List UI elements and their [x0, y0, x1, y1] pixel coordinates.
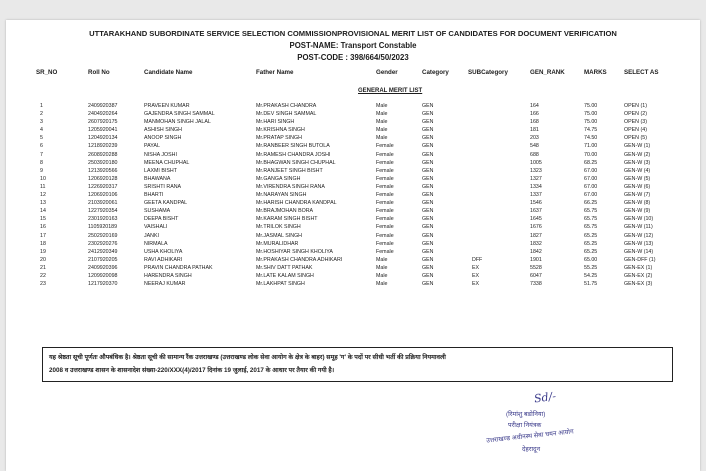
cell-gender: Male: [376, 119, 388, 126]
cell-select: GEN-DFF (1): [624, 256, 656, 263]
cell-sr: 22: [40, 272, 46, 279]
cell-rank: 1676: [530, 224, 542, 231]
cell-category: GEN: [422, 143, 434, 150]
cell-select: GEN-W (7): [624, 192, 651, 199]
signatory-place: देहरादून: [522, 446, 540, 453]
table-row: [6, 118, 700, 126]
cell-category: GEN: [422, 159, 434, 166]
cell-marks: 65.00: [584, 256, 598, 263]
cell-marks: 75.00: [584, 111, 598, 118]
note-line-2: 2008 व उत्तराखण्ड शासन के शासनादेश संख्या-220/XXX(4)/2017 दिनांक 19 जुलाई, 2017 के आधार पर तैयार की गयी है।: [49, 367, 335, 374]
signature-stamp: [482, 391, 592, 467]
cell-name: VAISHALI: [144, 224, 168, 231]
cell-sr: 1: [40, 103, 43, 109]
cell-father: Mr.HARISH CHANDRA KANDPAL: [256, 200, 337, 207]
col-header-category: Category: [422, 69, 449, 76]
table-row: [6, 256, 700, 264]
cell-roll: 1217920370: [88, 281, 118, 288]
cell-father: Mr.KARAM SINGH BISHT: [256, 216, 318, 223]
cell-rank: 1832: [530, 240, 542, 247]
cell-category: GEN: [422, 111, 434, 118]
cell-rank: 1005: [530, 159, 542, 166]
cell-category: GEN: [422, 135, 434, 142]
cell-name: BHAWANA: [144, 175, 171, 182]
cell-rank: 1334: [530, 183, 542, 190]
cell-name: MANMOHAN SINGH JALAL: [144, 119, 211, 126]
signatory-name: (रिमांशु बडोनिया): [506, 411, 546, 418]
cell-select: GEN-W (10): [624, 216, 654, 223]
cell-sr: 4: [40, 127, 43, 134]
cell-sr: 14: [40, 208, 46, 215]
cell-name: ASHISH SINGH: [144, 127, 182, 134]
cell-select: GEN-EX (1): [624, 264, 653, 271]
cell-roll: 2412920349: [88, 248, 118, 255]
cell-subcategory: EX: [472, 264, 480, 271]
cell-roll: 2404920264: [88, 111, 118, 118]
cell-sr: 17: [40, 232, 46, 239]
cell-name: SRISHTI RANA: [144, 183, 182, 190]
cell-rank: 1901: [530, 256, 542, 263]
cell-gender: Female: [376, 216, 394, 223]
cell-category: GEN: [422, 119, 434, 126]
cell-roll: 1205920041: [88, 127, 118, 134]
cell-select: GEN-W (3): [624, 159, 651, 166]
cell-father: Mr.LAKHPAT SINGH: [256, 281, 305, 288]
cell-father: Mr.BHAGWAN SINGH CHUPHAL: [256, 159, 336, 166]
document-title: UTTARAKHAND SUBORDINATE SERVICE SELECTION COMMISSIONPROVISIONAL MERIT LIST OF CANDIDATES FOR DOCUMENT VERIFICATION: [89, 29, 617, 38]
cell-sr: 2: [40, 111, 43, 118]
cell-name: DEEPA BISHT: [144, 216, 179, 223]
cell-category: GEN: [422, 272, 434, 279]
cell-name: HARENDRA SINGH: [144, 272, 192, 279]
cell-marks: 74.50: [584, 135, 598, 142]
cell-sr: 12: [40, 192, 46, 199]
table-row: [6, 110, 700, 118]
table-row: [6, 159, 700, 167]
merit-list-page: [6, 20, 700, 471]
cell-father: Mr.JASMAL SINGH: [256, 232, 303, 239]
cell-subcategory: DFF: [472, 256, 483, 263]
table-row: [6, 102, 700, 110]
cell-category: GEN: [422, 103, 434, 109]
cell-select: GEN-W (13): [624, 240, 654, 247]
cell-father: Mr.PRATAP SINGH: [256, 135, 302, 142]
cell-select: GEN-W (12): [624, 232, 654, 239]
cell-father: Mr.GANGA SINGH: [256, 175, 301, 182]
cell-rank: 164: [530, 103, 539, 109]
cell-select: GEN-W (11): [624, 224, 653, 231]
cell-select: GEN-W (1): [624, 143, 651, 150]
cell-select: OPEN (3): [624, 119, 647, 126]
cell-sr: 9: [40, 167, 43, 174]
cell-marks: 67.00: [584, 192, 598, 199]
cell-select: OPEN (5): [624, 135, 647, 142]
cell-sr: 13: [40, 200, 46, 207]
cell-father: Mr.VIRENDRA SINGH RANA: [256, 183, 325, 190]
cell-name: PAYAL: [144, 143, 160, 150]
cell-marks: 67.00: [584, 183, 598, 190]
col-header-sr: SR_NO: [36, 69, 58, 76]
table-row: [6, 223, 700, 231]
cell-father: Mr.RANJEET SINGH BISHT: [256, 167, 323, 174]
table-row: [6, 272, 700, 280]
cell-marks: 74.75: [584, 127, 598, 134]
cell-category: GEN: [422, 167, 434, 174]
table-row: [6, 199, 700, 207]
cell-roll: 1204920134: [88, 135, 118, 142]
cell-marks: 65.25: [584, 232, 598, 239]
cell-name: NIRMALA: [144, 240, 168, 247]
cell-sr: 3: [40, 119, 43, 126]
cell-gender: Male: [376, 264, 388, 271]
cell-sr: 10: [40, 175, 46, 182]
note-line-1: यह श्रेष्ठता सूची पूर्णतः औपबंधिक है। श्रेष्ठता सूची की सामान्य रैंक उत्तराखण्ड (उत्तराखण्ड लोक सेवा आयोग के क्षेत्र के बाहर) समूह 'ग' के पदों पर सीधी भर्ती की प्रक्रिया नियमावली: [49, 354, 446, 361]
cell-father: Mr.NARAYAN SINGH: [256, 192, 307, 199]
cell-sr: 19: [40, 248, 46, 255]
cell-gender: Female: [376, 159, 394, 166]
cell-roll: 2103920061: [88, 200, 118, 207]
cell-rank: 1637: [530, 208, 542, 215]
table-row: [6, 248, 700, 256]
signatory-org: उत्तराखण्ड अधीनस्थ सेवा चयन आयोग: [485, 428, 574, 445]
cell-name: GEETA KANDPAL: [144, 200, 188, 207]
cell-gender: Female: [376, 175, 394, 182]
cell-father: Mr.HOSHIYAR SINGH KHOLIYA: [256, 248, 333, 255]
col-header-father: Father Name: [256, 69, 294, 76]
cell-select: OPEN (2): [624, 111, 647, 118]
col-header-gender: Gender: [376, 69, 398, 76]
cell-marks: 67.00: [584, 167, 598, 174]
cell-select: GEN-W (2): [624, 151, 651, 158]
cell-sr: 23: [40, 281, 46, 288]
cell-marks: 65.75: [584, 216, 598, 223]
cell-rank: 6047: [530, 272, 542, 279]
cell-name: MEENA CHUPHAL: [144, 159, 190, 166]
cell-gender: Male: [376, 272, 388, 279]
cell-gender: Female: [376, 143, 394, 150]
cell-roll: 1209920098: [88, 272, 118, 279]
cell-select: GEN-W (8): [624, 200, 651, 207]
signature: Sd/-: [533, 389, 557, 406]
cell-name: SUSHAMA: [144, 208, 171, 215]
cell-roll: 2107920205: [88, 256, 118, 263]
cell-name: LAXMI BISHT: [144, 167, 177, 174]
cell-gender: Female: [376, 192, 394, 199]
cell-roll: 1226920317: [88, 183, 118, 190]
cell-category: GEN: [422, 200, 434, 207]
cell-name: ANOOP SINGH: [144, 135, 182, 142]
cell-roll: 1206920128: [88, 175, 118, 182]
cell-sr: 6: [40, 143, 43, 150]
cell-name: PRAVEEN KUMAR: [144, 103, 190, 109]
cell-roll: 2608920288: [88, 151, 118, 158]
cell-category: GEN: [422, 240, 434, 247]
cell-category: GEN: [422, 232, 434, 239]
cell-select: GEN-W (5): [624, 175, 651, 182]
cell-rank: 1827: [530, 232, 542, 239]
table-row: [6, 215, 700, 223]
cell-marks: 75.00: [584, 119, 598, 126]
table-row: [6, 151, 700, 159]
cell-father: Mr.PRAKASH CHANDRA ADHIKARI: [256, 256, 343, 263]
cell-category: GEN: [422, 248, 434, 255]
cell-father: Mr.RANBEER SINGH BUTOLA: [256, 143, 330, 150]
cell-sr: 7: [40, 151, 43, 158]
table-row: [6, 240, 700, 248]
cell-rank: 7338: [530, 281, 542, 288]
table-row: [6, 142, 700, 150]
cell-roll: 2502920169: [88, 232, 118, 239]
cell-marks: 65.75: [584, 224, 598, 231]
signatory-title: परीक्षा नियंत्रक: [508, 422, 542, 429]
cell-father: Mr.BRAJMOHAN BORA: [256, 208, 314, 215]
cell-father: Mr.DEV SINGH SAMMAL: [256, 111, 317, 118]
table-row: [6, 264, 700, 272]
cell-marks: 67.00: [584, 175, 598, 182]
col-header-select: SELECT AS: [624, 69, 659, 76]
cell-marks: 75.00: [584, 103, 598, 109]
cell-name: BHARTI: [144, 192, 164, 199]
cell-roll: 2409920387: [88, 103, 118, 109]
cell-gender: Female: [376, 151, 394, 158]
cell-subcategory: EX: [472, 272, 480, 279]
cell-gender: Male: [376, 103, 388, 109]
cell-gender: Male: [376, 111, 388, 118]
cell-father: Mr.TRILOK SINGH: [256, 224, 301, 231]
cell-sr: 20: [40, 256, 46, 263]
cell-rank: 5528: [530, 264, 542, 271]
cell-name: NISHA JOSHI: [144, 151, 177, 158]
cell-sr: 5: [40, 135, 43, 142]
cell-name: RAVI ADHIKARI: [144, 256, 183, 263]
cell-select: GEN-W (6): [624, 183, 651, 190]
cell-select: OPEN (4): [624, 127, 647, 134]
cell-rank: 181: [530, 127, 539, 134]
table-row: [6, 167, 700, 175]
cell-roll: 2503920180: [88, 159, 118, 166]
table-row: [6, 126, 700, 134]
cell-sr: 8: [40, 159, 43, 166]
cell-rank: 1337: [530, 192, 542, 199]
col-header-name: Candidate Name: [144, 69, 193, 76]
cell-gender: Female: [376, 232, 394, 239]
cell-marks: 71.00: [584, 143, 598, 150]
cell-marks: 68.25: [584, 159, 598, 166]
cell-rank: 168: [530, 119, 539, 126]
col-header-marks: MARKS: [584, 69, 607, 76]
table-row: [6, 232, 700, 240]
cell-gender: Female: [376, 183, 394, 190]
cell-marks: 65.25: [584, 240, 598, 247]
cell-name: JANKI: [144, 232, 160, 239]
cell-select: GEN-W (4): [624, 167, 651, 174]
cell-gender: Male: [376, 127, 388, 134]
cell-sr: 18: [40, 240, 46, 247]
cell-roll: 2409920396: [88, 264, 118, 271]
cell-rank: 1323: [530, 167, 542, 174]
cell-rank: 1645: [530, 216, 542, 223]
table-row: [6, 280, 700, 288]
cell-gender: Female: [376, 200, 394, 207]
cell-roll: 1213920566: [88, 167, 118, 174]
cell-father: Mr.LATE KALAM SINGH: [256, 272, 314, 279]
cell-select: GEN-EX (3): [624, 281, 653, 288]
cell-rank: 548: [530, 143, 539, 150]
cell-sr: 11: [40, 183, 46, 190]
cell-marks: 70.00: [584, 151, 598, 158]
cell-gender: Female: [376, 240, 394, 247]
cell-roll: 1218920239: [88, 143, 118, 150]
cell-subcategory: EX: [472, 281, 480, 288]
cell-name: PRAVIN CHANDRA PATHAK: [144, 264, 213, 271]
cell-rank: 688: [530, 151, 539, 158]
section-title: GENERAL MERIT LIST: [358, 88, 423, 94]
cell-marks: 55.25: [584, 264, 598, 271]
cell-sr: 16: [40, 224, 46, 231]
cell-father: Mr.PRAKASH CHANDRA: [256, 103, 317, 109]
cell-name: NEERAJ KUMAR: [144, 281, 186, 288]
cell-name: USHA KHOLIYA: [144, 248, 183, 255]
cell-roll: 1105920189: [88, 224, 118, 231]
cell-name: GAJENDRA SINGH SAMMAL: [144, 111, 215, 118]
col-header-rank: GEN_RANK: [530, 69, 565, 76]
cell-category: GEN: [422, 216, 434, 223]
cell-rank: 166: [530, 111, 539, 118]
table-row: [6, 191, 700, 199]
cell-father: Mr.MURALIDHAR: [256, 240, 299, 247]
cell-father: Mr.KRISHNA SINGH: [256, 127, 305, 134]
cell-roll: 2301920163: [88, 216, 118, 223]
cell-category: GEN: [422, 127, 434, 134]
cell-roll: 2607920175: [88, 119, 118, 126]
cell-gender: Male: [376, 256, 388, 263]
cell-father: Mr.RAMESH CHANDRA JOSHI: [256, 151, 331, 158]
cell-rank: 1327: [530, 175, 542, 182]
cell-category: GEN: [422, 281, 434, 288]
cell-category: GEN: [422, 175, 434, 182]
col-header-roll: Roll No: [88, 69, 110, 76]
cell-gender: Female: [376, 224, 394, 231]
col-header-subcategory: SUBCategory: [468, 69, 508, 76]
cell-sr: 15: [40, 216, 46, 223]
cell-marks: 51.75: [584, 281, 598, 288]
cell-gender: Female: [376, 248, 394, 255]
cell-category: GEN: [422, 256, 434, 263]
table-row: [6, 183, 700, 191]
cell-category: GEN: [422, 183, 434, 190]
table-row: [6, 134, 700, 142]
cell-gender: Female: [376, 208, 394, 215]
cell-category: GEN: [422, 192, 434, 199]
cell-marks: 65.25: [584, 248, 598, 255]
table-row: [6, 207, 700, 215]
cell-marks: 66.25: [584, 200, 598, 207]
cell-marks: 54.25: [584, 272, 598, 279]
cell-category: GEN: [422, 264, 434, 271]
merit-table-body: [6, 102, 700, 288]
cell-select: GEN-EX (2): [624, 272, 653, 279]
cell-category: GEN: [422, 151, 434, 158]
cell-rank: 203: [530, 135, 539, 142]
cell-select: GEN-W (14): [624, 248, 654, 255]
cell-gender: Male: [376, 135, 388, 142]
cell-sr: 21: [40, 264, 46, 271]
cell-roll: 1206920106: [88, 192, 118, 199]
cell-rank: 1842: [530, 248, 542, 255]
post-name: POST-NAME: Transport Constable: [289, 41, 417, 50]
cell-father: Mr.SHIV DATT PATHAK: [256, 264, 313, 271]
cell-father: Mr.HARI SINGH: [256, 119, 295, 126]
cell-roll: 1227920354: [88, 208, 118, 215]
post-code: POST-CODE : 398/664/50/2023: [297, 53, 409, 62]
cell-select: OPEN (1): [624, 103, 647, 109]
table-row: [6, 175, 700, 183]
cell-category: GEN: [422, 224, 434, 231]
cell-rank: 1546: [530, 200, 542, 207]
cell-category: GEN: [422, 208, 434, 215]
cell-gender: Female: [376, 167, 394, 174]
cell-roll: 2302920276: [88, 240, 118, 247]
cell-gender: Male: [376, 281, 388, 288]
cell-marks: 65.75: [584, 208, 598, 215]
cell-select: GEN-W (9): [624, 208, 651, 215]
note-box: [42, 347, 673, 382]
